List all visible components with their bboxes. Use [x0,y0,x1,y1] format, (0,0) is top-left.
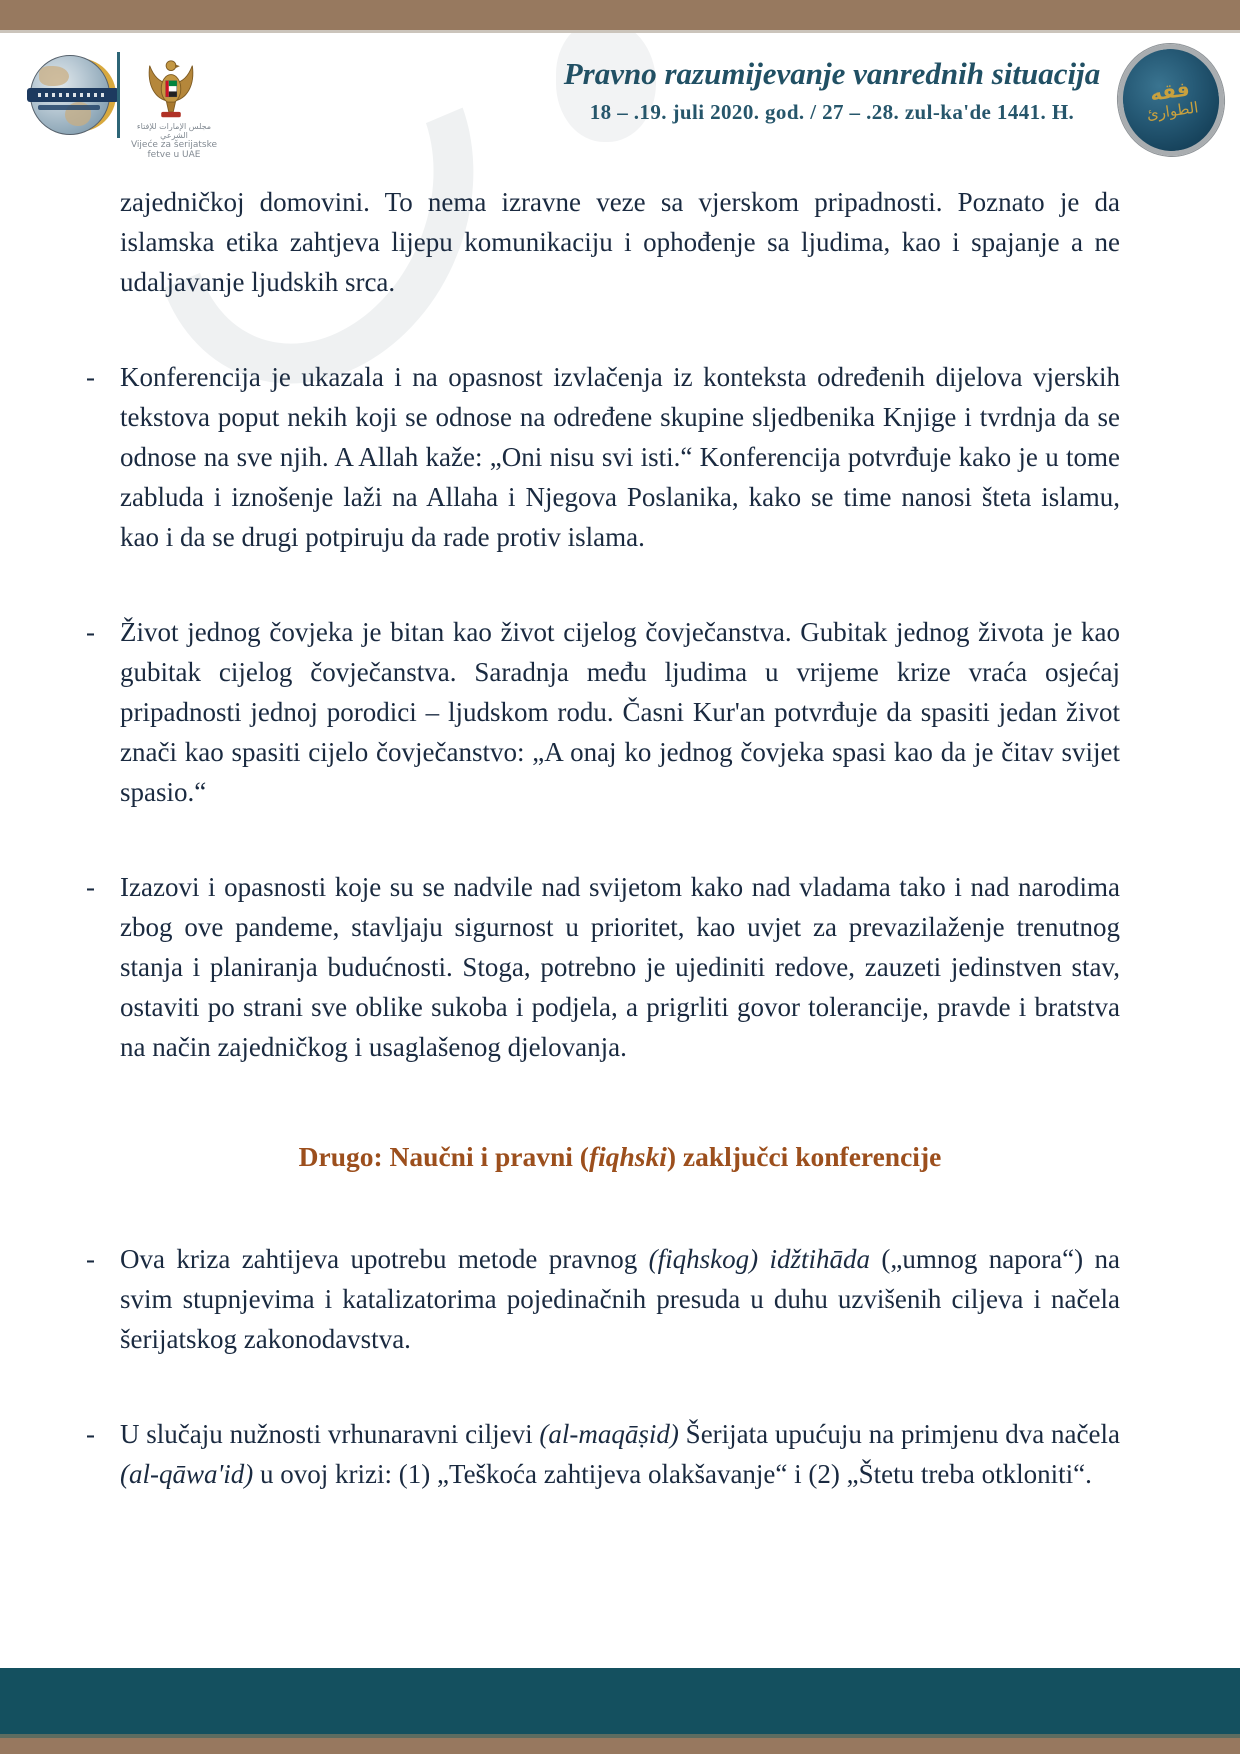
globe-subtitle-band [38,105,100,110]
paragraph [120,182,1120,302]
logo-separator-line [117,52,120,138]
text-run: Drugo: Naučni i pravni ( [298,1141,589,1172]
bullet-dash: - [86,362,95,392]
conference-title: Pravno razumijevanje vanrednih situacija [563,56,1101,91]
paragraph [86,1239,1120,1359]
paragraph [86,867,1120,1067]
globe-continent-shape [39,66,69,86]
emblem-caption-line1: Vijeće za šerijatske [130,140,218,150]
italic-term: idžtihāda [769,1244,870,1274]
italic-term: (al-maqāṣid) [539,1419,679,1449]
globe-title-band [27,88,119,102]
text-run: zajedničkoj domovini. To nema izravne veze sa vjerskom pripadnosti. Poznato je da islamska etika zahtjeva lijepu komunikaciju i ophođenje sa ljudima, kao i spajanje a ne udaljavanje ljudskih srca. [120,187,1120,297]
emblem-caption-line2: fetve u UAE [147,150,201,160]
bullet-dash: - [86,617,95,647]
text-run: ) zaključci konferencije [666,1141,942,1172]
text-run: („umnog napora“) na svim stupnjevima i katalizatorima pojedinačnih presuda u duhu uzvišenih ciljeva i načela šerijatskog zakonodavstva. [120,1244,1120,1354]
section-heading [120,1137,1120,1177]
text-run: Konferencija je ukazala i na opasnost izvlačenja iz konteksta određenih dijelova vjerskih tekstova poput nekih koji se odnose na određene skupine sljedbenika Knjige i tvrdnja da se odnose na sve njih. A Allah kaže: „Oni nisu svi isti.“ Konferencija potvrđuje kako je u tome zabluda i iznošenje laži na Allaha i Njegova Poslanika, kako se time nanosi šteta islamu, kao i da se drugi potpiruju da rade protiv islama. [120,362,1120,552]
paragraph [86,357,1120,557]
footer-teal-band [0,1668,1240,1734]
document-body [86,182,1120,1494]
paragraph [86,612,1120,812]
bullet-dash: - [86,872,95,902]
page-header [0,0,1240,190]
uae-eagle-emblem [142,55,200,119]
header-title-block [562,56,1102,125]
paragraph [86,1414,1120,1494]
italic-term: (fiqhskog) [648,1244,759,1274]
italic-term: (al-qāwa'id) [120,1459,254,1489]
text-run: Život jednog čovjeka je bitan kao život cijelog čovječanstva. Gubitak jednog života je kao gubitak cijelog čovječanstva. Saradnja među ljudima u vrijeme krize vraća osjećaj pripadnosti jednoj porodici – ljudskom rodu. Časni Kur'an potvrđuje da spasiti jedan život znači kao spasiti cijelo čovječanstvo: „A onaj ko jednog čovjeka spasi kao da je čitav svijet spasio.“ [120,617,1120,807]
text-run: u ovoj krizi: (1) „Teškoća zahtijeva olakšavanje“ i (2) „Štetu treba otkloniti“. [253,1459,1092,1489]
seal-arabic-text-bottom: الطوارئ [1145,98,1200,124]
seal-arabic-text-top: فقه [1148,76,1192,106]
fatwa-council-globe-logo [30,55,116,135]
text-run: Izazovi i opasnosti koje su se nadvile nad svijetom kako nad vladama tako i nad narodima zbog ove pandeme, stavljaju sigurnost u prioritet, kao uvjet za prevazilaženje trenutnog stanja i planiranja budućnosti. Stoga, potrebno je ujediniti redove, zauzeti jedinstven stav, ostaviti po strani sve oblike sukoba i podjela, a prigrliti govor tolerancije, pravde i bratstva na način zajedničkog i usaglašenog djelovanja. [120,872,1120,1062]
emblem-caption [124,122,224,160]
globe-band-text-marks [38,93,108,97]
italic-term: fiqhski [588,1141,667,1172]
conference-seal-logo [1111,37,1232,163]
text-run [758,1244,769,1274]
text-run: Ova kriza zahtijeva upotrebu metode pravnog [120,1244,649,1274]
footer-brown-band [0,1738,1240,1754]
text-run: Šerijata upućuju na primjenu dva načela [678,1419,1120,1449]
conference-dates: 18 – .19. juli 2020. god. / 27 – .28. zul-ka'de 1441. H. [589,100,1075,124]
text-run: U slučaju nužnosti vrhunaravni ciljevi [120,1419,540,1449]
bullet-dash: - [86,1244,95,1274]
emblem-caption-arabic: مجلس الإمارات للإفتاء الشرعي [136,122,212,140]
bullet-dash: - [86,1419,95,1449]
